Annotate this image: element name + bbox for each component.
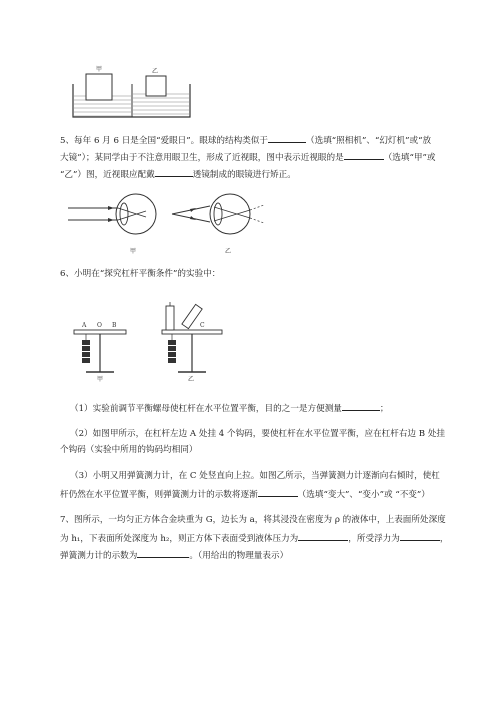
q5-blank-3[interactable] xyxy=(155,167,193,177)
lever-figure xyxy=(72,302,242,382)
eye-label-b: 乙 xyxy=(225,248,232,255)
q5-blank-2[interactable] xyxy=(344,150,384,160)
q5-line-1: 5、每年 6 月 6 日是全国“爱眼日”。眼球的结构类似于 （选填“照相机”、“幻灯机”或“放 xyxy=(60,133,431,147)
lever-label-b: 乙 xyxy=(188,376,195,383)
lever-point-o: O xyxy=(97,322,102,329)
q6-title: 6、小明在“探究杠杆平衡条件”的实验中： xyxy=(60,269,221,279)
q6-part-2a: （2）如图甲所示，在杠杆左边 A 处挂 4 个钩码，要使杠杆在水平位置平衡，应在杠杆右边 B 处挂 xyxy=(70,429,446,439)
q7-line-1: 7、图所示，一均匀正方体合金块重为 G，边长为 a，将其浸没在密度为 ρ 的液体中，上表面所处深度 xyxy=(60,515,446,525)
q6-blank-3[interactable] xyxy=(258,487,298,497)
lever-label-a: 甲 xyxy=(97,376,104,383)
q7-line-3: 弹簧测力计的示数为 。（用给出的物理量表示） xyxy=(60,548,288,562)
eye-figure xyxy=(68,190,278,256)
q5-line-2: 大镜”）；某同学由于不注意用眼卫生，形成了近视眼，图中表示近视眼的是 （选填“甲”或 xyxy=(60,150,435,164)
lever-point-c: C xyxy=(200,322,205,329)
q6-part-1: （1）实验前调节平衡螺母使杠杆在水平位置平衡，目的之一是方便测量 ； xyxy=(70,401,389,415)
q7-blank-2[interactable] xyxy=(400,531,440,541)
q6-blank-1[interactable] xyxy=(342,401,380,411)
eye-label-a: 甲 xyxy=(130,248,137,255)
q5-blank-1[interactable] xyxy=(268,133,306,143)
lever-drawing xyxy=(72,302,242,382)
tank-label-a: 甲 xyxy=(96,66,103,73)
q7-line-2: 为 h₁，下表面所处深度为 h₂，则正方体下表面受到液体压力为 ，所受浮力为 ， xyxy=(60,531,448,545)
lever-point-b: B xyxy=(112,322,117,329)
tank-drawing xyxy=(70,62,195,120)
q7-blank-3[interactable] xyxy=(137,548,189,558)
lever-point-a: A xyxy=(82,322,87,329)
q6-part-3a: （3）小明又用弹簧测力计，在 C 处竖直向上拉。如图乙所示，当弹簧测力计逐渐向右倾时，使杠 xyxy=(70,471,440,481)
q6-part-2b: 个钩码（实验中所用的钩码均相同） xyxy=(60,445,198,455)
q5-line-3: “乙”）图，近视眼应配戴 透镜制成的眼镜进行矫正。 xyxy=(60,167,296,181)
tank-figure xyxy=(70,62,195,120)
eye-drawing xyxy=(68,190,278,256)
tank-label-b: 乙 xyxy=(152,68,159,75)
q7-blank-1[interactable] xyxy=(298,531,348,541)
q6-part-3b: 杆仍然在水平位置平衡，则弹簧测力计的示数将逐渐 （选填“变大”、“变小”或 “不变”） xyxy=(60,487,430,501)
